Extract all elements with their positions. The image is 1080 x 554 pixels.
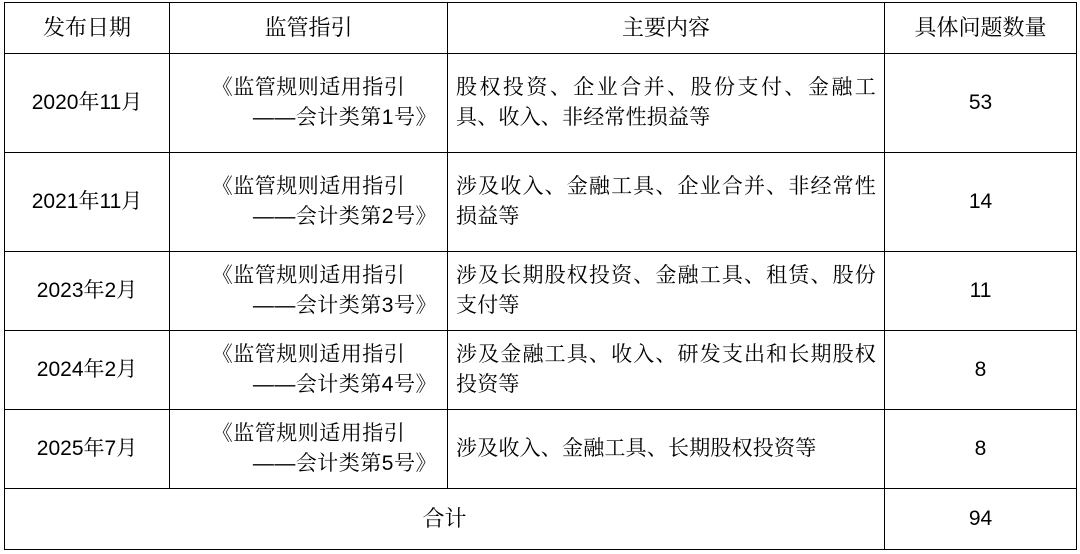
cell-publish-date: 2020年11月 bbox=[5, 54, 170, 153]
cell-main-content: 涉及收入、金融工具、企业合并、非经常性损益等 bbox=[448, 153, 885, 252]
guideline-line-1: 《监管规则适用指引 bbox=[211, 175, 406, 199]
table-total-row bbox=[5, 489, 1077, 550]
guideline-line-2: ——会计类第4号》 bbox=[252, 373, 437, 396]
cell-publish-date: 2023年2月 bbox=[5, 252, 170, 331]
cell-guideline bbox=[170, 410, 448, 489]
guideline-line-2: ——会计类第1号》 bbox=[252, 106, 437, 129]
total-question-count: 94 bbox=[885, 489, 1077, 550]
guideline-line-2: ——会计类第3号》 bbox=[252, 294, 437, 317]
cell-question-count: 14 bbox=[885, 153, 1077, 252]
column-header-main-content: 主要内容 bbox=[448, 3, 885, 54]
cell-guideline bbox=[170, 331, 448, 410]
cell-guideline bbox=[170, 153, 448, 252]
table-row bbox=[5, 331, 1077, 410]
column-header-question-count: 具体问题数量 bbox=[885, 3, 1077, 54]
cell-main-content: 涉及长期股权投资、金融工具、租赁、股份支付等 bbox=[448, 252, 885, 331]
cell-publish-date: 2025年7月 bbox=[5, 410, 170, 489]
cell-main-content: 股权投资、企业合并、股份支付、金融工具、收入、非经常性损益等 bbox=[448, 54, 885, 153]
table-header bbox=[5, 3, 1077, 54]
column-header-guideline: 监管指引 bbox=[170, 3, 448, 54]
column-header-publish-date: 发布日期 bbox=[5, 3, 170, 54]
cell-main-content: 涉及收入、金融工具、长期股权投资等 bbox=[448, 410, 885, 489]
cell-main-content: 涉及金融工具、收入、研发支出和长期股权投资等 bbox=[448, 331, 885, 410]
table-row bbox=[5, 153, 1077, 252]
cell-question-count: 8 bbox=[885, 410, 1077, 489]
cell-guideline bbox=[170, 252, 448, 331]
regulation-guidelines-table bbox=[4, 2, 1077, 550]
table-row bbox=[5, 410, 1077, 489]
guideline-line-1: 《监管规则适用指引 bbox=[211, 264, 406, 288]
cell-question-count: 11 bbox=[885, 252, 1077, 331]
cell-guideline bbox=[170, 54, 448, 153]
cell-publish-date: 2021年11月 bbox=[5, 153, 170, 252]
cell-question-count: 8 bbox=[885, 331, 1077, 410]
table-header-row bbox=[5, 3, 1077, 54]
guideline-line-1: 《监管规则适用指引 bbox=[211, 422, 406, 446]
guideline-line-2: ——会计类第5号》 bbox=[252, 452, 437, 475]
cell-question-count: 53 bbox=[885, 54, 1077, 153]
cell-publish-date: 2024年2月 bbox=[5, 331, 170, 410]
table-row bbox=[5, 252, 1077, 331]
table-row bbox=[5, 54, 1077, 153]
guideline-line-1: 《监管规则适用指引 bbox=[211, 76, 406, 100]
guideline-line-2: ——会计类第2号》 bbox=[252, 205, 437, 228]
table-body bbox=[5, 54, 1077, 550]
guideline-line-1: 《监管规则适用指引 bbox=[211, 343, 406, 367]
total-label: 合计 bbox=[5, 489, 885, 550]
